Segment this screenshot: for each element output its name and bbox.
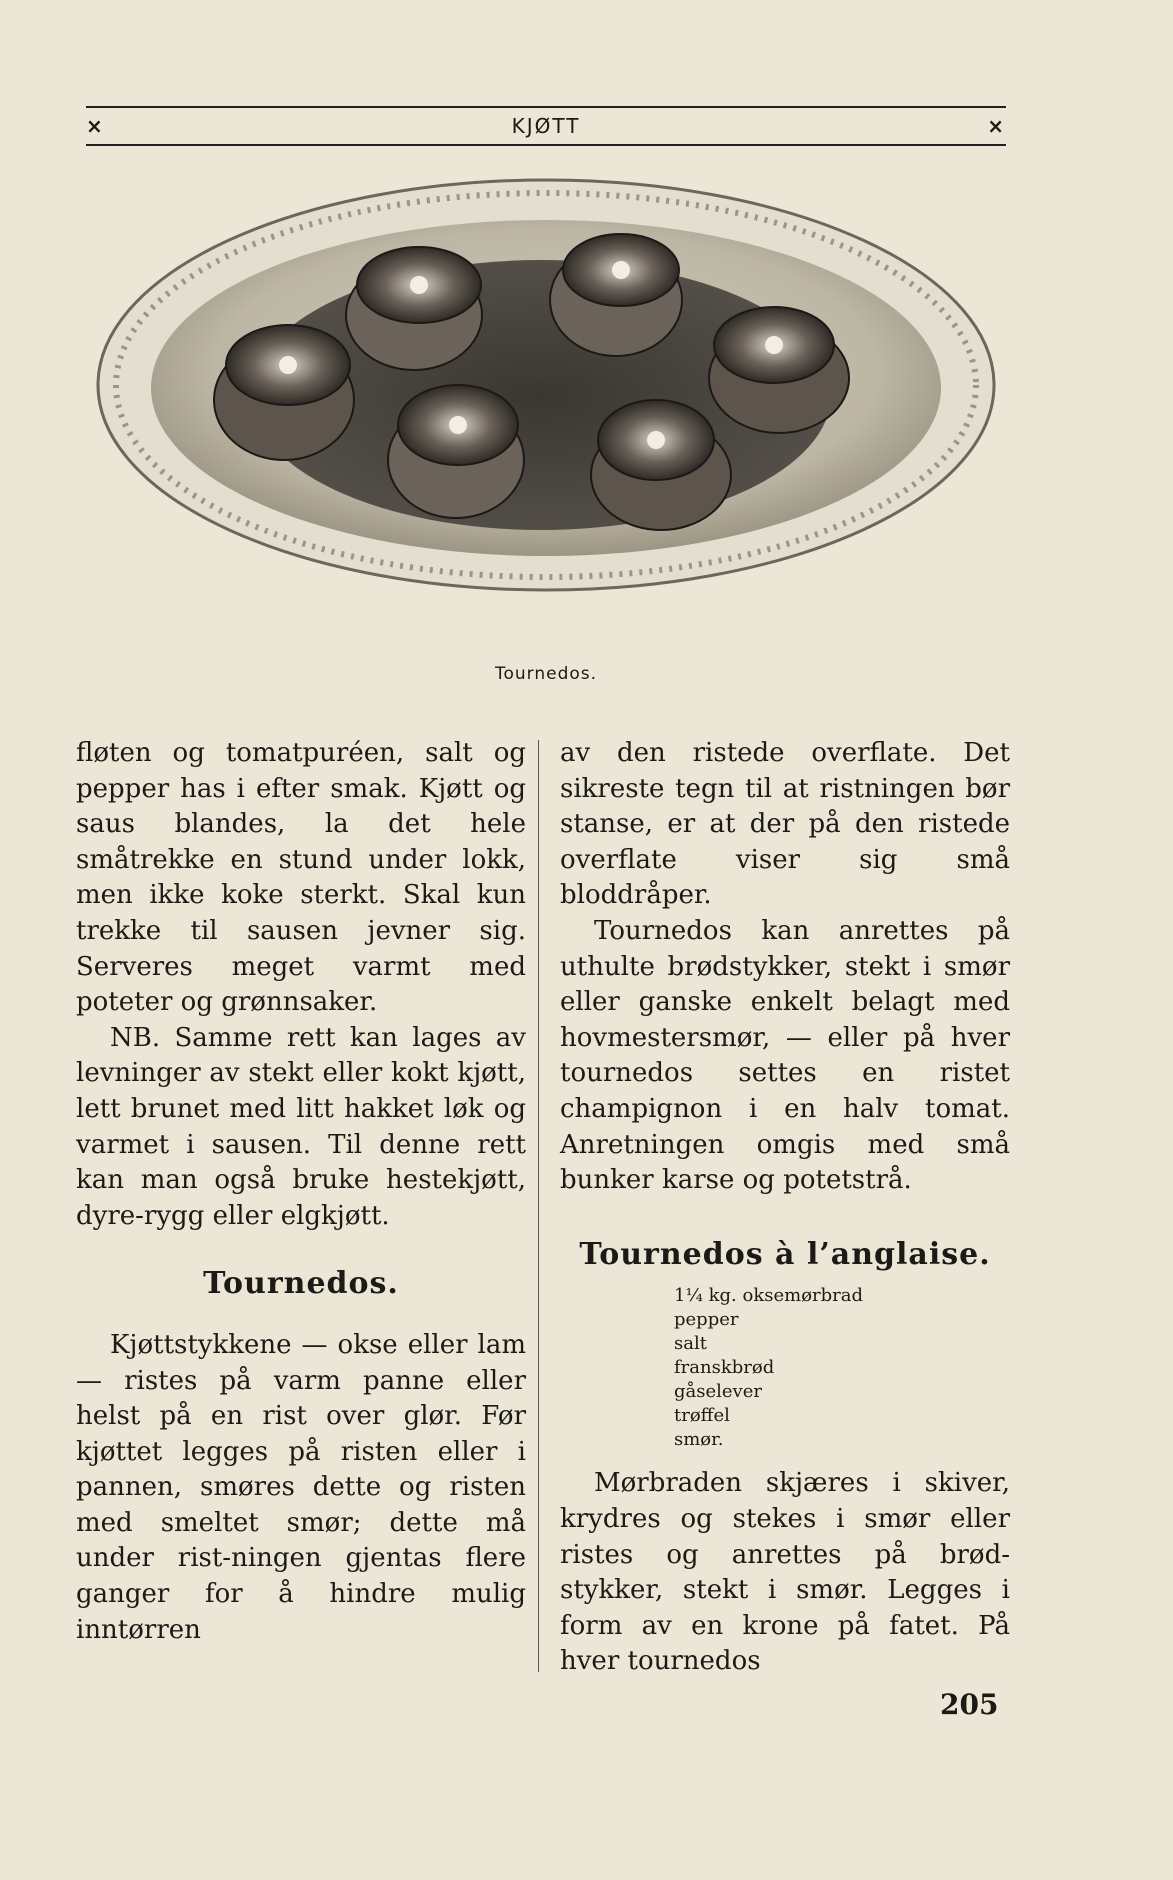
- ingredient-item: trøffel: [674, 1405, 730, 1427]
- header-rule-bottom: [86, 144, 1006, 146]
- right-paragraph-2: Tournedos kan anrettes på uthulte brødstykker, stekt i smør eller ganske enkelt belagt med hovmestersmør, — eller på hver tournedos settes en ristet champignon i en halv tomat. Anretningen omgis med små bunker karse og potetstrå.: [560, 915, 1010, 1196]
- ingredient-item: 1¼ kg. oksemørbrad: [674, 1285, 864, 1307]
- header-rule-top: [86, 106, 1006, 108]
- right-paragraph-1: av den ristede overflate. Det sikreste tegn til at ristningen bør stanse, er at der på den ristede overflate viser sig små bloddråper.: [560, 738, 1010, 911]
- ingredient-list: [674, 1284, 1010, 1452]
- ingredient-item: gåselever: [674, 1381, 762, 1403]
- figure-caption: Tournedos.: [494, 664, 598, 684]
- recipe-heading-tournedos: Tournedos.: [203, 1266, 399, 1302]
- right-cross-mark: ×: [987, 114, 1006, 138]
- ingredient-item: franskbrød: [674, 1357, 775, 1379]
- ingredient-item: smør.: [674, 1429, 724, 1451]
- left-cross-mark: ×: [86, 114, 105, 138]
- left-column: [76, 736, 526, 1648]
- running-head: [86, 110, 1006, 142]
- tournedos-photo: [86, 160, 1006, 660]
- right-column: [560, 736, 1010, 1680]
- left-paragraph-1: fløten og tomatpuréen, salt og pepper has i efter smak. Kjøtt og saus blandes, la det hele småtrekke en stund under lokk, men ikke koke sterkt. Skal kun trekke til sausen jevner sig. Serveres meget varmt med poteter og grønnsaker.: [76, 738, 526, 1018]
- section-title: KJØTT: [511, 114, 581, 138]
- recipe-heading-anglaise: Tournedos à l’anglaise.: [579, 1236, 991, 1272]
- left-paragraph-nb: NB. Samme rett kan lages av levninger av stekt eller kokt kjøtt, lett brunet med litt hakket løk og varmet i sausen. Til denne rett kan man også bruke hestekjøtt, dyre-rygg eller elgkjøtt.: [76, 1022, 526, 1231]
- left-paragraph-3: Kjøttstykkene — okse eller lam — ristes på varm panne eller helst på en rist over glør. Før kjøttet legges på risten eller i pannen, smøres dette og risten med smeltet smør; dette må under rist-ningen gjentas flere ganger for å hindre mulig inntørren: [76, 1329, 526, 1645]
- ingredient-item: pepper: [674, 1309, 739, 1331]
- ingredient-item: salt: [674, 1333, 707, 1355]
- right-paragraph-3: Mørbraden skjæres i skiver, krydres og stekes i smør eller ristes og anrettes på brød-stykker, stekt i smør. Legges i form av en krone på fatet. På hver tournedos: [560, 1468, 1010, 1677]
- column-divider: [538, 740, 539, 1672]
- page-number: 205: [940, 1688, 999, 1721]
- platter-illustration: [86, 160, 1006, 660]
